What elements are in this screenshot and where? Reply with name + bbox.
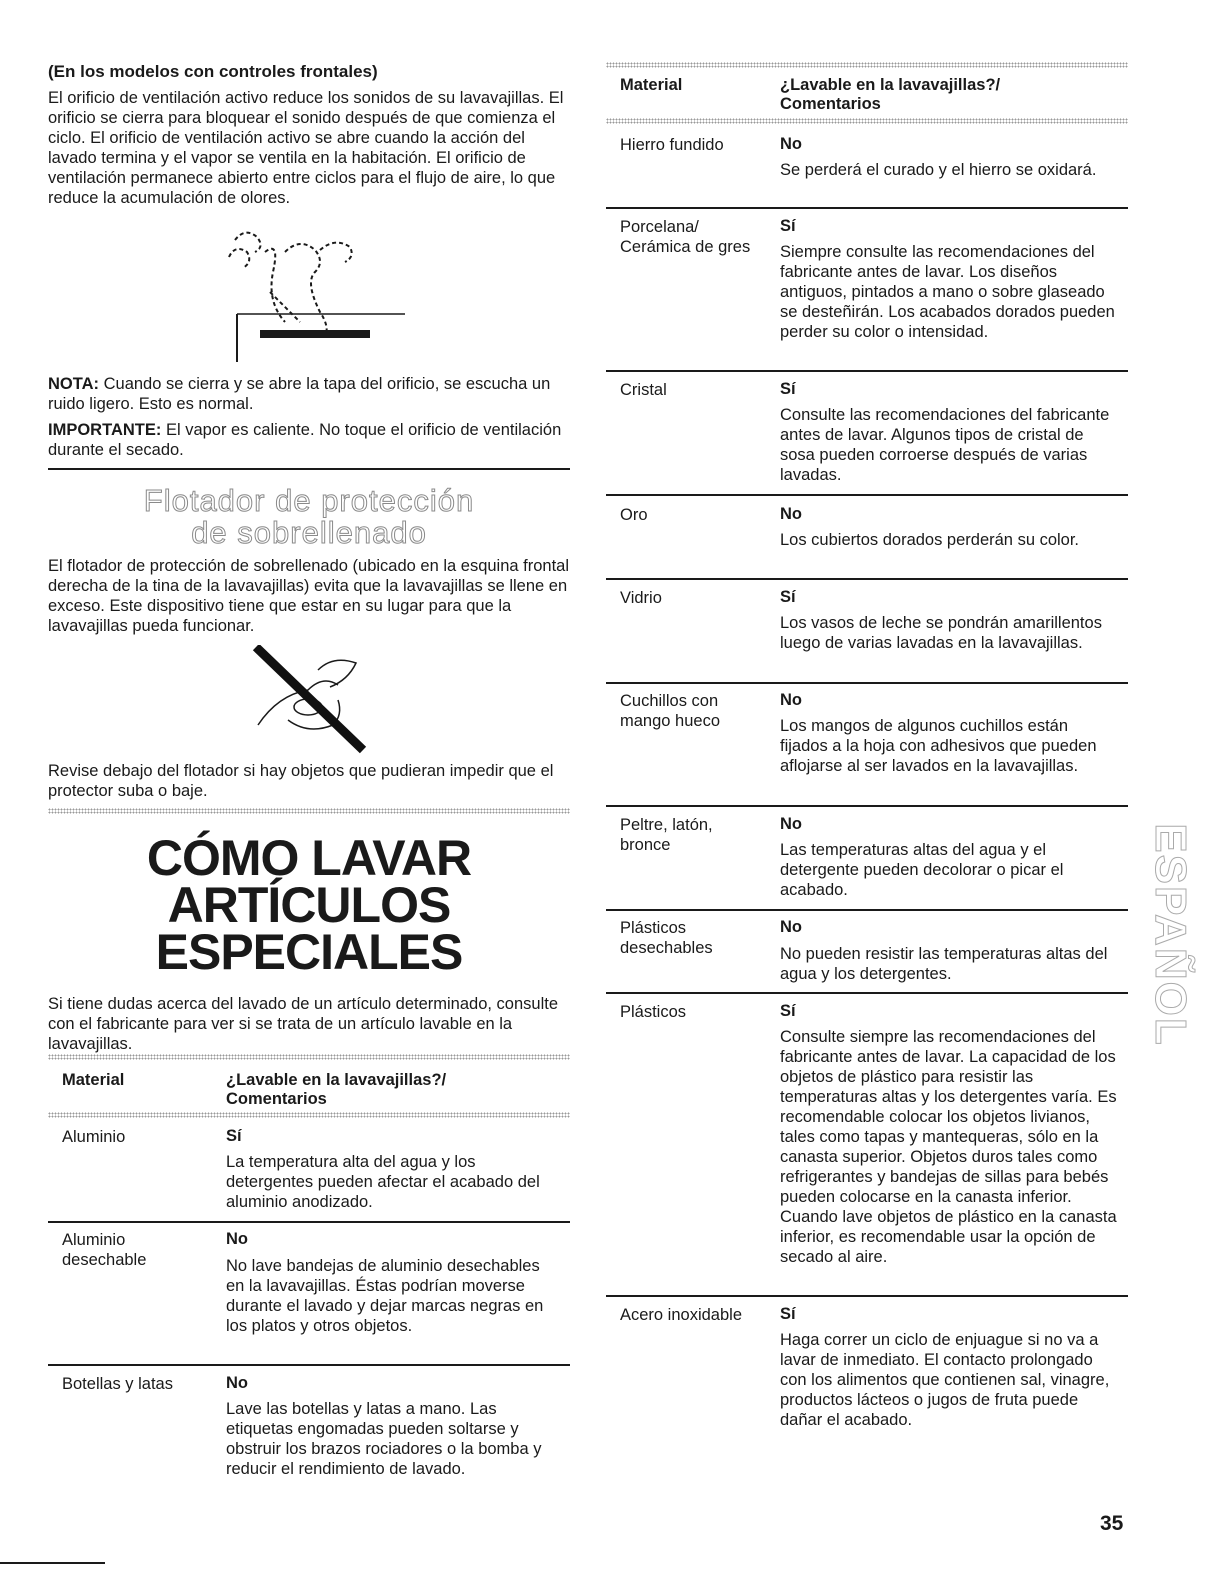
big-title-line2: ARTÍCULOS: [167, 877, 451, 933]
table-row-comment: Se perderá el curado y el hierro se oxidará.: [780, 161, 1097, 179]
table-row-divider: [606, 494, 1128, 496]
table-row-divider: [48, 1364, 570, 1366]
vent-illustration: [225, 222, 410, 362]
float-title-line2: de sobrellenado: [191, 515, 427, 550]
table-row-divider: [606, 370, 1128, 372]
table-row-divider: [606, 909, 1128, 911]
table-row-divider: [606, 992, 1128, 994]
table-row-comment: Los vasos de leche se pondrán amarillentos luego de varias lavadas en la lavavajillas.: [780, 614, 1102, 652]
importante-label: IMPORTANTE:: [48, 421, 162, 439]
table-row-answer: Sí: [780, 588, 796, 606]
table-row-answer: No: [780, 691, 802, 709]
table-row-answer: Sí: [780, 1305, 796, 1323]
table-header-material: Material: [620, 76, 683, 94]
importante-paragraph: [48, 420, 570, 460]
table-row-answer: Sí: [780, 380, 796, 398]
nota-text: Cuando se cierra y se abre la tapa del orificio, se escucha un ruido ligero. Esto es normal.: [48, 375, 551, 413]
table-row-divider: [606, 1295, 1128, 1297]
table-row-answer: Sí: [780, 1002, 796, 1020]
section-divider: [48, 468, 570, 470]
footer-rule: [0, 1562, 105, 1564]
intro-paragraph: Si tiene dudas acerca del lavado de un artículo determinado, consulte con el fabricante para ver si se trata de un artículo lavable en la lavavajillas.: [48, 995, 558, 1053]
table-row-answer: No: [780, 815, 802, 833]
table-header-comment: ¿Lavable en la lavavajillas?/ Comentarios: [780, 76, 1001, 113]
table-row-answer: Sí: [780, 217, 796, 235]
table-row-comment: Lave las botellas y latas a mano. Las etiquetas engomadas pueden soltarse y obstruir los brazos rociadores o la bomba y reducir el rendimiento de lavado.: [226, 1400, 542, 1478]
table-row-answer: Sí: [226, 1127, 242, 1145]
dotted-divider: [48, 808, 570, 814]
table-row-material: Botellas y latas: [62, 1375, 173, 1393]
table-row-answer: No: [780, 505, 802, 523]
table-row-material: Porcelana/ Cerámica de gres: [620, 218, 751, 256]
table-top-dots: [606, 62, 1128, 68]
nota-paragraph: [48, 374, 570, 414]
float-paragraph: El flotador de protección de sobrellenado (ubicado en la esquina frontal derecha de la tina de la lavavajillas) evita que la lavavajillas se llene en exceso. Este dispositivo tiene que estar en su lugar para que la lavavajillas pueda funcionar.: [48, 557, 570, 635]
section-subheading: (En los modelos con controles frontales): [48, 62, 378, 81]
float-title-line1: Flotador de protección: [143, 483, 475, 518]
table-row-comment: No pueden resistir las temperaturas altas del agua y los detergentes.: [780, 945, 1108, 983]
table-row-comment: No lave bandejas de aluminio desechables en la lavavajillas. Éstas podrían moverse durante el lavado y dejar marcas negras en los platos y otros objetos.: [226, 1257, 544, 1335]
table-row-divider: [606, 207, 1128, 209]
float-illustration: [248, 645, 373, 755]
table-row-comment: Haga correr un ciclo de enjuague si no va a lavar de inmediato. El contacto prolongado con los alimentos que contienen sal, vinagre, productos lácteos o jugos de fruta puede dañar el acabado.: [780, 1331, 1110, 1429]
importante-text: El vapor es caliente. No toque el orificio de ventilación durante el secado.: [48, 421, 562, 459]
big-title-line1: CÓMO LAVAR: [146, 830, 472, 886]
table-row-comment: Los mangos de algunos cuchillos están fijados a la hoja con adhesivos que pueden aflojarse al ser lavados en la lavavajillas.: [780, 717, 1097, 775]
table-row-answer: No: [780, 918, 802, 936]
page-number: 35: [1100, 1512, 1124, 1535]
table-row-comment: Consulte las recomendaciones del fabricante antes de lavar. Algunos tipos de cristal de sosa pueden corroerse después de varias lavadas.: [780, 406, 1110, 484]
table-row-material: Oro: [620, 506, 648, 524]
language-side-tab-label: ESPAÑOL: [1146, 823, 1195, 1047]
table-row-material: Cuchillos con mango hueco: [620, 692, 720, 730]
table-header-material: Material: [62, 1071, 125, 1089]
vent-paragraph: El orificio de ventilación activo reduce los sonidos de su lavavajillas. El orificio se cierra para bloquear el sonido después de que comienza el ciclo. El orificio de ventilación activo se abre cuando la acción del lavado termina y el vapor se ventila en la habitación. El orificio de ventilación permanece abierto entre ciclos para el flujo de aire, lo que reduce la acumulación de olores.: [48, 89, 564, 207]
table-row-divider: [606, 805, 1128, 807]
table-row-material: Cristal: [620, 381, 667, 399]
table-row-comment: Consulte siempre las recomendaciones del fabricante antes de lavar. La capacidad de los objetos de plástico para resistir las temperaturas altas y los detergentes varía. Es recomendable colocar los objetos livianos, tales como tapas y mantequeras, sólo en la canasta superior. Objetos duros tales como refrigerantes y bandejas de sillas para bebés pueden colocarse en la canasta inferior. Cuando lave objetos de plástico en la canasta inferior, es recomendable usar la opción de secado al aire.: [780, 1028, 1117, 1266]
table-row-divider: [606, 682, 1128, 684]
table-row-divider: [48, 1221, 570, 1223]
table-top-dots: [48, 1054, 570, 1060]
table-row-material: Plásticos desechables: [620, 919, 713, 957]
table-row-comment: La temperatura alta del agua y los detergentes pueden afectar el acabado del aluminio anodizado.: [226, 1153, 540, 1211]
table-row-material: Aluminio desechable: [62, 1231, 147, 1269]
table-row-answer: No: [226, 1374, 248, 1392]
table-header-comment: ¿Lavable en la lavavajillas?/ Comentarios: [226, 1071, 447, 1108]
float-check-paragraph: Revise debajo del flotador si hay objetos que pudieran impedir que el protector suba o baje.: [48, 762, 554, 800]
table-header-dots: [48, 1112, 570, 1118]
big-title-line3: ESPECIALES: [155, 924, 463, 980]
table-row-answer: No: [780, 135, 802, 153]
table-row-material: Vidrio: [620, 589, 662, 607]
table-row-comment: Siempre consulte las recomendaciones del fabricante antes de lavar. Los diseños antiguos, pintados a mano o sobre glaseado se desteñirán. Los acabados dorados pueden perder su color o intensidad.: [780, 243, 1115, 341]
table-row-comment: Las temperaturas altas del agua y el detergente pueden decolorar o picar el acabado.: [780, 841, 1064, 899]
table-row-comment: Los cubiertos dorados perderán su color.: [780, 531, 1080, 549]
table-row-answer: No: [226, 1230, 248, 1248]
table-header-dots: [606, 118, 1128, 124]
table-row-material: Aluminio: [62, 1128, 126, 1146]
table-row-material: Peltre, latón, bronce: [620, 816, 713, 854]
table-row-material: Acero inoxidable: [620, 1306, 742, 1324]
table-row-material: Plásticos: [620, 1003, 687, 1021]
nota-label: NOTA:: [48, 375, 100, 393]
table-row-divider: [606, 578, 1128, 580]
language-side-tab: [1146, 800, 1195, 1070]
table-row-material: Hierro fundido: [620, 136, 724, 154]
